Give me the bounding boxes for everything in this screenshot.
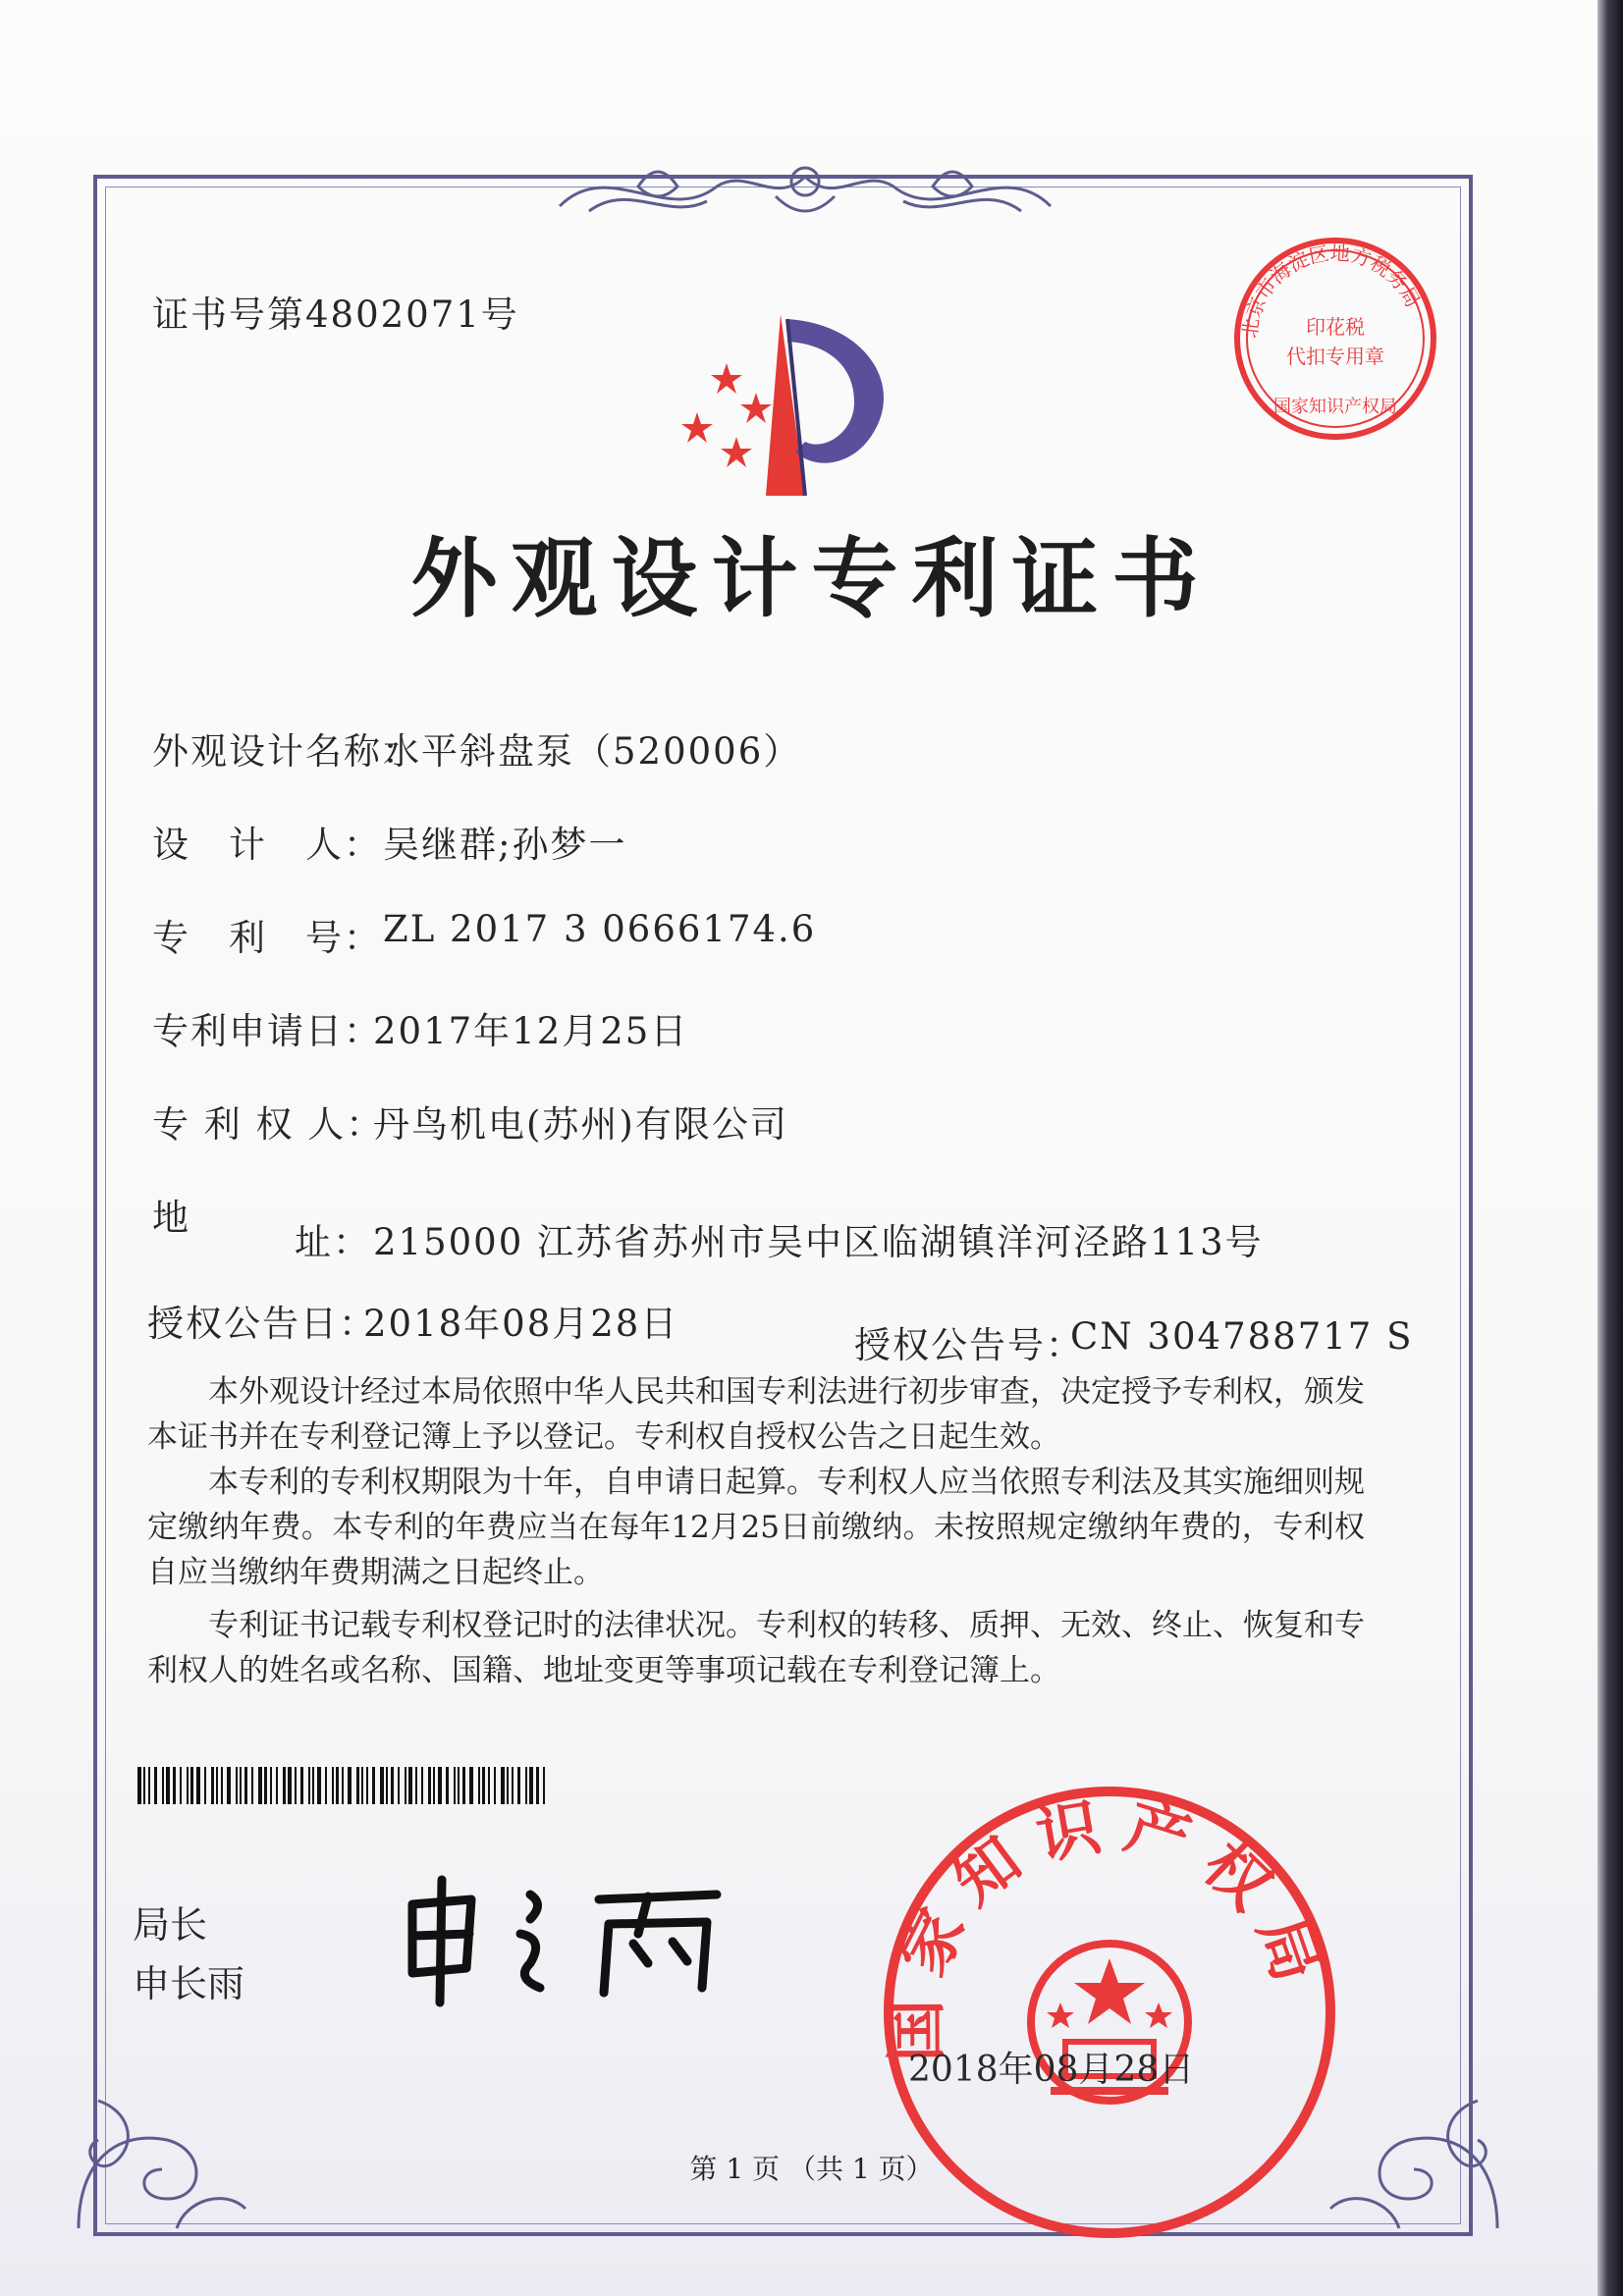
barcode-bar <box>325 1767 327 1804</box>
barcode-bar <box>428 1767 431 1804</box>
barcode-bar <box>317 1767 321 1804</box>
legal-text <box>147 1369 1365 1693</box>
signatory-title: 局长 <box>133 1903 208 1947</box>
tax-seal-center-1: 印花税 <box>1306 315 1365 339</box>
tax-seal-ring-text: 北京市海淀区地方税务局 <box>1237 240 1426 340</box>
patentee-label: 专 利 权 人： <box>152 1103 385 1146</box>
barcode-bar <box>166 1767 170 1804</box>
barcode-bar <box>342 1767 344 1804</box>
barcode-bar <box>517 1767 520 1804</box>
grant-date-label: 授权公告日： <box>147 1303 377 1345</box>
barcode-bar <box>366 1767 368 1804</box>
barcode-bar <box>438 1767 442 1804</box>
barcode-bar <box>507 1767 509 1804</box>
design-name-value: 水平斜盘泵（520006） <box>383 730 802 773</box>
grant-number-value: CN 304788717 S <box>1070 1315 1414 1358</box>
tax-seal <box>1227 231 1443 447</box>
barcode-bar <box>336 1767 339 1804</box>
address-label-1: 地 <box>152 1197 190 1239</box>
patent-number-value: ZL 2017 3 0666174.6 <box>383 908 817 950</box>
signatory-name: 申长雨 <box>133 1962 245 2005</box>
patent-logo-icon <box>658 304 913 501</box>
barcode-bar <box>300 1767 303 1804</box>
star-icon <box>681 363 772 467</box>
barcode-bar <box>227 1767 231 1804</box>
barcode-bar <box>469 1767 473 1804</box>
barcode-bar <box>221 1767 223 1804</box>
barcode-bar <box>386 1767 388 1804</box>
barcode-bar <box>458 1767 460 1804</box>
barcode-bar <box>196 1767 200 1804</box>
barcode-bar <box>543 1767 545 1804</box>
address-label-2: 址： <box>295 1221 371 1263</box>
barcode-bar <box>240 1767 242 1804</box>
legal-paragraph-2: 本专利的专利权期限为十年，自申请日起算。专利权人应当依照专利法及其实施细则规定缴纳年费。本专利的年费应当在每年12月25日前缴纳。未按照规定缴纳年费的，专利权自应当缴纳年费期满之日起终止。 <box>147 1465 1365 1590</box>
barcode-bar <box>482 1767 485 1804</box>
designer-label: 设 计 人： <box>152 824 382 866</box>
barcode-bar <box>154 1767 157 1804</box>
legal-paragraph-1: 本外观设计经过本局依照中华人民共和国专利法进行初步审查，决定授予专利权，颁发本证书并在专利登记簿上予以登记。专利权自授权公告之日起生效。 <box>147 1374 1365 1455</box>
barcode-bar <box>398 1767 400 1804</box>
barcode-bar <box>251 1767 253 1804</box>
barcode-bar <box>216 1767 218 1804</box>
barcode-bar <box>276 1767 278 1804</box>
barcode-bar <box>361 1767 363 1804</box>
barcode-bar <box>173 1767 176 1804</box>
barcode-bar <box>288 1767 292 1804</box>
barcode-bar <box>372 1767 375 1804</box>
barcode-bar <box>501 1767 505 1804</box>
barcode-bar <box>258 1767 262 1804</box>
office-seal-ring-text: 国家知识产权局 <box>879 1787 1340 2062</box>
patentee-value: 丹鸟机电(苏州)有限公司 <box>373 1103 788 1146</box>
barcode-bar <box>415 1767 417 1804</box>
barcode-bar <box>162 1767 164 1804</box>
barcode-bar <box>236 1767 238 1804</box>
barcode-bar <box>270 1767 272 1804</box>
barcode-bar <box>264 1767 267 1804</box>
barcode-bar <box>525 1767 527 1804</box>
barcode-bar <box>244 1767 247 1804</box>
barcode-bar <box>312 1767 314 1804</box>
barcode-bar <box>295 1767 297 1804</box>
grant-date-value: 2018年08月28日 <box>363 1303 679 1345</box>
barcode-bar <box>433 1767 435 1804</box>
filing-date-label: 专利申请日： <box>152 1010 382 1052</box>
top-ornament <box>550 147 1060 236</box>
barcode-bar <box>332 1767 334 1804</box>
certificate-number: 证书号第4802071号 <box>152 294 519 336</box>
barcode-bar <box>446 1767 449 1804</box>
barcode-bar <box>488 1767 490 1804</box>
barcode-bar <box>391 1767 394 1804</box>
page-title: 外观设计专利证书 <box>410 527 1213 629</box>
barcode-bar <box>180 1767 182 1804</box>
tax-seal-bottom: 国家知识产权局 <box>1273 397 1397 417</box>
barcode-bar <box>211 1767 214 1804</box>
grant-number-label: 授权公告号： <box>854 1324 1084 1366</box>
scan-edge <box>1597 0 1623 2296</box>
barcode-bar <box>148 1767 150 1804</box>
barcode-bar <box>380 1767 384 1804</box>
barcode-bar <box>308 1767 310 1804</box>
svg-text:国家知识产权局 <box>880 1788 1340 2062</box>
corner-ornament-bottom-right <box>1321 2042 1517 2238</box>
barcode-bar <box>462 1767 465 1804</box>
page-footer: 第 1 页 （共 1 页） <box>689 2153 934 2185</box>
barcode-bar <box>137 1767 141 1804</box>
design-name-label: 外观设计名称： <box>152 730 420 773</box>
barcode-bar <box>356 1767 359 1804</box>
barcode-bar <box>405 1767 406 1804</box>
barcode-bar <box>348 1767 352 1804</box>
barcode-bar <box>408 1767 412 1804</box>
address-value: 215000 江苏省苏州市吴中区临湖镇洋河泾路113号 <box>373 1221 1264 1263</box>
barcode-bar <box>454 1767 456 1804</box>
barcode-bar <box>478 1767 480 1804</box>
barcode <box>137 1767 550 1804</box>
corner-ornament-bottom-left <box>59 2042 255 2238</box>
barcode-bar <box>529 1767 533 1804</box>
barcode-bar <box>143 1767 145 1804</box>
legal-paragraph-3: 专利证书记载专利权登记时的法律状况。专利权的转移、质押、无效、终止、恢复和专利权人的姓名或名称、国籍、地址变更等事项记载在专利登记簿上。 <box>147 1608 1365 1688</box>
patent-number-label: 专 利 号： <box>152 917 382 959</box>
signature <box>393 1865 746 2012</box>
filing-date-value: 2017年12月25日 <box>373 1010 689 1052</box>
seal-date: 2018年08月28日 <box>908 2050 1195 2090</box>
barcode-bar <box>512 1767 514 1804</box>
barcode-bar <box>536 1767 539 1804</box>
barcode-bar <box>283 1767 286 1804</box>
tax-seal-center-2: 代扣专用章 <box>1286 345 1384 368</box>
barcode-bar <box>204 1767 206 1804</box>
barcode-bar <box>421 1767 423 1804</box>
barcode-bar <box>190 1767 193 1804</box>
barcode-bar <box>187 1767 189 1804</box>
barcode-bar <box>494 1767 496 1804</box>
designer-value: 吴继群;孙梦一 <box>383 824 627 866</box>
